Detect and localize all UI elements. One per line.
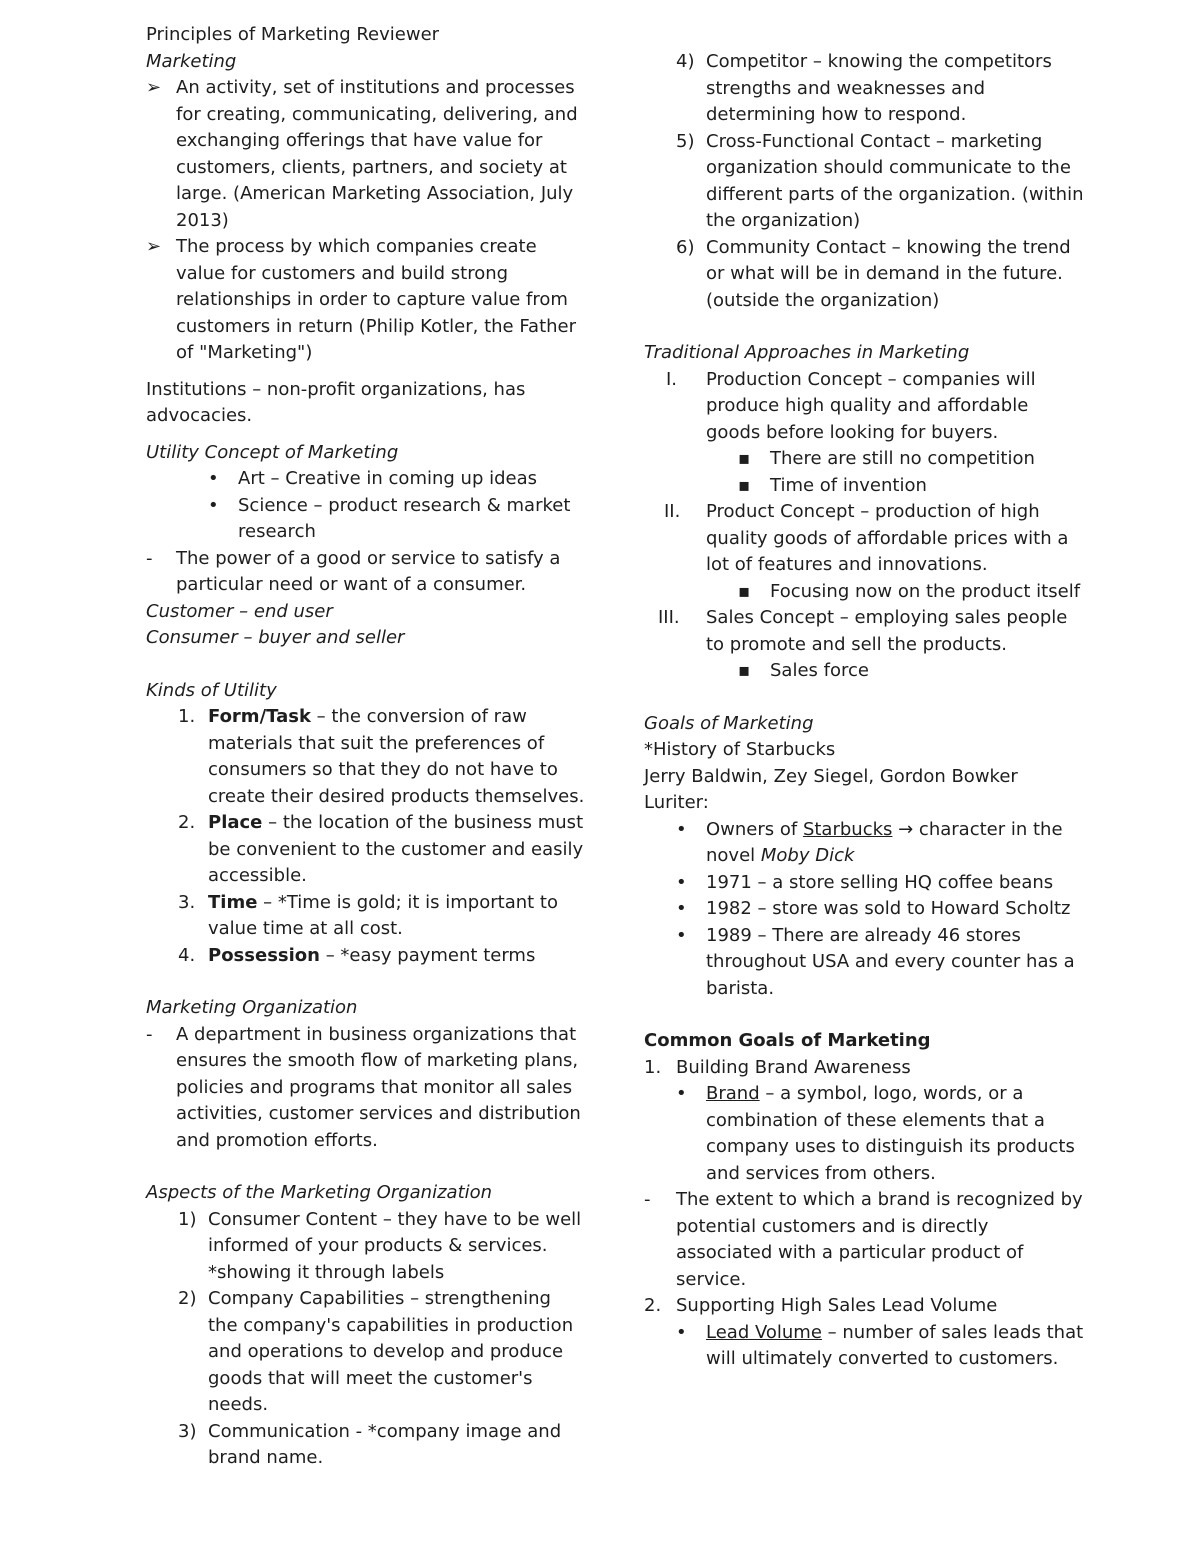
right-column [644, 49, 1086, 1373]
list-item [146, 943, 586, 970]
traditional-heading: Traditional Approaches in Marketing [644, 342, 970, 363]
founders-line: Jerry Baldwin, Zey Siegel, Gordon Bowker [644, 765, 1018, 787]
approach-bullet: Sales force [770, 660, 869, 681]
list-item [644, 1055, 1086, 1082]
approach-bullet: Focusing now on the product itself [770, 580, 1081, 602]
owners-text: Owners of [706, 818, 803, 840]
org-definition: A department in business organizations that ensures the smooth flow of marketing plans, policies and programs that monitor all sales activities, customer services and distribution and promotion efforts. [176, 1023, 581, 1151]
list-item [146, 466, 586, 493]
dash-bullet-icon: - [644, 1189, 651, 1210]
document-title: Principles of Marketing Reviewer [146, 24, 440, 45]
marketing-definition-2: The process by which companies create value for customers and build strong relationships in order to capture value from customers in return (Philip Kotler, the Father of "Marketing") [176, 236, 577, 363]
list-item [644, 1293, 1086, 1320]
aspect-text: Consumer Content – they have to be well informed of your products & services. *showing it through labels [208, 1208, 582, 1283]
bullet-icon: • [676, 924, 687, 946]
square-bullet-icon: ▪ [738, 448, 751, 469]
kind-text: – *easy payment terms [319, 944, 536, 966]
list-item [146, 493, 586, 546]
list-number: I. [666, 368, 678, 390]
bullet-icon: • [676, 898, 687, 919]
kind-text: – *Time is gold; it is important to value time at all cost. [208, 891, 558, 939]
owners-text: → character in the novel [706, 818, 1063, 866]
bullet-icon: • [208, 494, 219, 516]
goals-heading: Goals of Marketing [644, 712, 814, 734]
customer-definition: Customer – end user [146, 600, 333, 622]
list-number: 3. [178, 891, 196, 913]
list-number: 2) [178, 1288, 197, 1309]
list-number: 1. [178, 706, 196, 727]
approach-bullet: Time of invention [770, 474, 927, 496]
square-bullet-icon: ▪ [738, 474, 751, 496]
kind-term: Form/Task [208, 706, 311, 727]
goal-title: Building Brand Awareness [676, 1056, 911, 1078]
list-number: 5) [676, 130, 695, 152]
list-number: 1. [644, 1056, 662, 1078]
list-item [146, 810, 586, 890]
bullet-icon: • [676, 818, 687, 840]
brand-definition: – a symbol, logo, words, or a combination of these elements that a company uses to distinguish its products and services from others. [706, 1083, 1075, 1184]
bullet-icon: • [676, 1083, 687, 1104]
aspect-text: Company Capabilities – strengthening the company's capabilities in production and operations to develop and produce goods that will meet the customer's needs. [208, 1288, 574, 1415]
list-item [146, 234, 586, 367]
lead-volume-term: Lead Volume [706, 1321, 822, 1343]
dash-bullet-icon: - [146, 547, 153, 569]
list-item [146, 1286, 586, 1419]
list-item [644, 367, 1086, 447]
list-item [644, 896, 1086, 923]
marketing-definition-1: An activity, set of institutions and processes for creating, communicating, delivering, and exchanging offerings that have value for customers, clients, partners, and society at large. (American Marketing Association, July 2013) [176, 77, 578, 231]
institutions-definition: Institutions – non-profit organizations, has advocacies. [146, 378, 526, 426]
starbucks-fact: 1982 – store was sold to Howard Scholtz [706, 898, 1071, 919]
list-item [644, 473, 1086, 500]
list-number: 3) [178, 1420, 197, 1442]
dash-bullet-icon: - [146, 1023, 153, 1045]
list-item [644, 923, 1086, 1003]
kind-text: – the conversion of raw materials that suit the preferences of consumers so that they do not have to create their desired products themselves. [208, 706, 585, 807]
list-item [146, 1022, 586, 1155]
approach-text: Product Concept – production of high quality goods of affordable prices with a lot of features and innovations. [706, 501, 1069, 575]
history-line: *History of Starbucks [644, 739, 836, 760]
list-item [146, 1419, 586, 1472]
utility-bullet: Art – Creative in coming up ideas [238, 468, 537, 489]
square-bullet-icon: ▪ [738, 580, 751, 602]
list-item [644, 870, 1086, 897]
aspects-heading: Aspects of the Marketing Organization [146, 1182, 493, 1203]
utility-bullet: Science – product research & market research [238, 494, 571, 542]
list-item [644, 1320, 1086, 1373]
starbucks-fact: 1989 – There are already 46 stores throughout USA and every counter has a barista. [706, 924, 1075, 999]
list-number: II. [664, 501, 681, 522]
bullet-icon: • [676, 871, 687, 893]
utility-heading: Utility Concept of Marketing [146, 441, 399, 463]
list-number: 4) [676, 51, 695, 72]
aspect-text: Community Contact – knowing the trend or what will be in demand in the future. (outside the organization) [706, 236, 1071, 311]
kind-term: Possession [208, 944, 320, 966]
kind-term: Time [208, 891, 258, 913]
brand-term: Brand [706, 1083, 760, 1104]
novel-title: Moby Dick [760, 845, 855, 866]
kinds-heading: Kinds of Utility [146, 679, 277, 701]
list-item [644, 579, 1086, 606]
common-goals-heading: Common Goals of Marketing [644, 1030, 931, 1051]
list-item [644, 1081, 1086, 1187]
list-item [146, 704, 586, 810]
approach-bullet: There are still no competition [770, 448, 1035, 469]
list-item [644, 499, 1086, 579]
list-number: III. [658, 607, 680, 628]
square-bullet-icon: ▪ [738, 660, 751, 681]
bullet-icon: • [208, 468, 219, 489]
approach-text: Sales Concept – employing sales people to promote and sell the products. [706, 607, 1068, 655]
list-item [146, 75, 586, 234]
starbucks-fact: 1971 – a store selling HQ coffee beans [706, 871, 1054, 893]
list-number: 2. [178, 812, 196, 833]
kind-text: – the location of the business must be convenient to the customer and easily accessible. [208, 812, 584, 886]
consumer-definition: Consumer – buyer and seller [146, 627, 405, 648]
list-item [644, 817, 1086, 870]
list-item [146, 1207, 586, 1287]
list-number: 6) [676, 236, 695, 258]
left-column [146, 22, 586, 1472]
marketing-heading: Marketing [146, 50, 237, 72]
kind-term: Place [208, 812, 263, 833]
list-item [146, 546, 586, 599]
aspect-text: Cross-Functional Contact – marketing organization should communicate to the different parts of the organization. (within the organization) [706, 130, 1084, 231]
list-item [146, 890, 586, 943]
list-number: 1) [178, 1208, 197, 1230]
list-item [644, 235, 1086, 315]
list-item [644, 605, 1086, 658]
goal-title: Supporting High Sales Lead Volume [676, 1295, 998, 1316]
aspect-text: Competitor – knowing the competitors strengths and weaknesses and determining how to respond. [706, 51, 1052, 125]
writer-line: Luriter: [644, 792, 709, 813]
arrow-bullet-icon: ➢ [146, 77, 162, 98]
org-heading: Marketing Organization [146, 997, 358, 1018]
starbucks-link: Starbucks [802, 818, 893, 840]
awareness-definition: The extent to which a brand is recognized by potential customers and is directly associated with a particular product of service. [676, 1189, 1083, 1290]
list-item [644, 49, 1086, 129]
list-number: 4. [178, 944, 196, 966]
bullet-icon: • [676, 1321, 687, 1343]
aspect-text: Communication - *company image and brand name. [208, 1420, 562, 1468]
list-item [644, 1187, 1086, 1293]
lead-volume-definition: – number of sales leads that will ultimately converted to customers. [706, 1321, 1084, 1369]
arrow-bullet-icon: ➢ [146, 236, 162, 257]
list-number: 2. [644, 1295, 662, 1316]
list-item [644, 446, 1086, 473]
list-item [644, 129, 1086, 235]
utility-definition: The power of a good or service to satisfy a particular need or want of a consumer. [176, 547, 561, 595]
approach-text: Production Concept – companies will produce high quality and affordable goods before looking for buyers. [706, 368, 1036, 443]
list-item [644, 658, 1086, 685]
